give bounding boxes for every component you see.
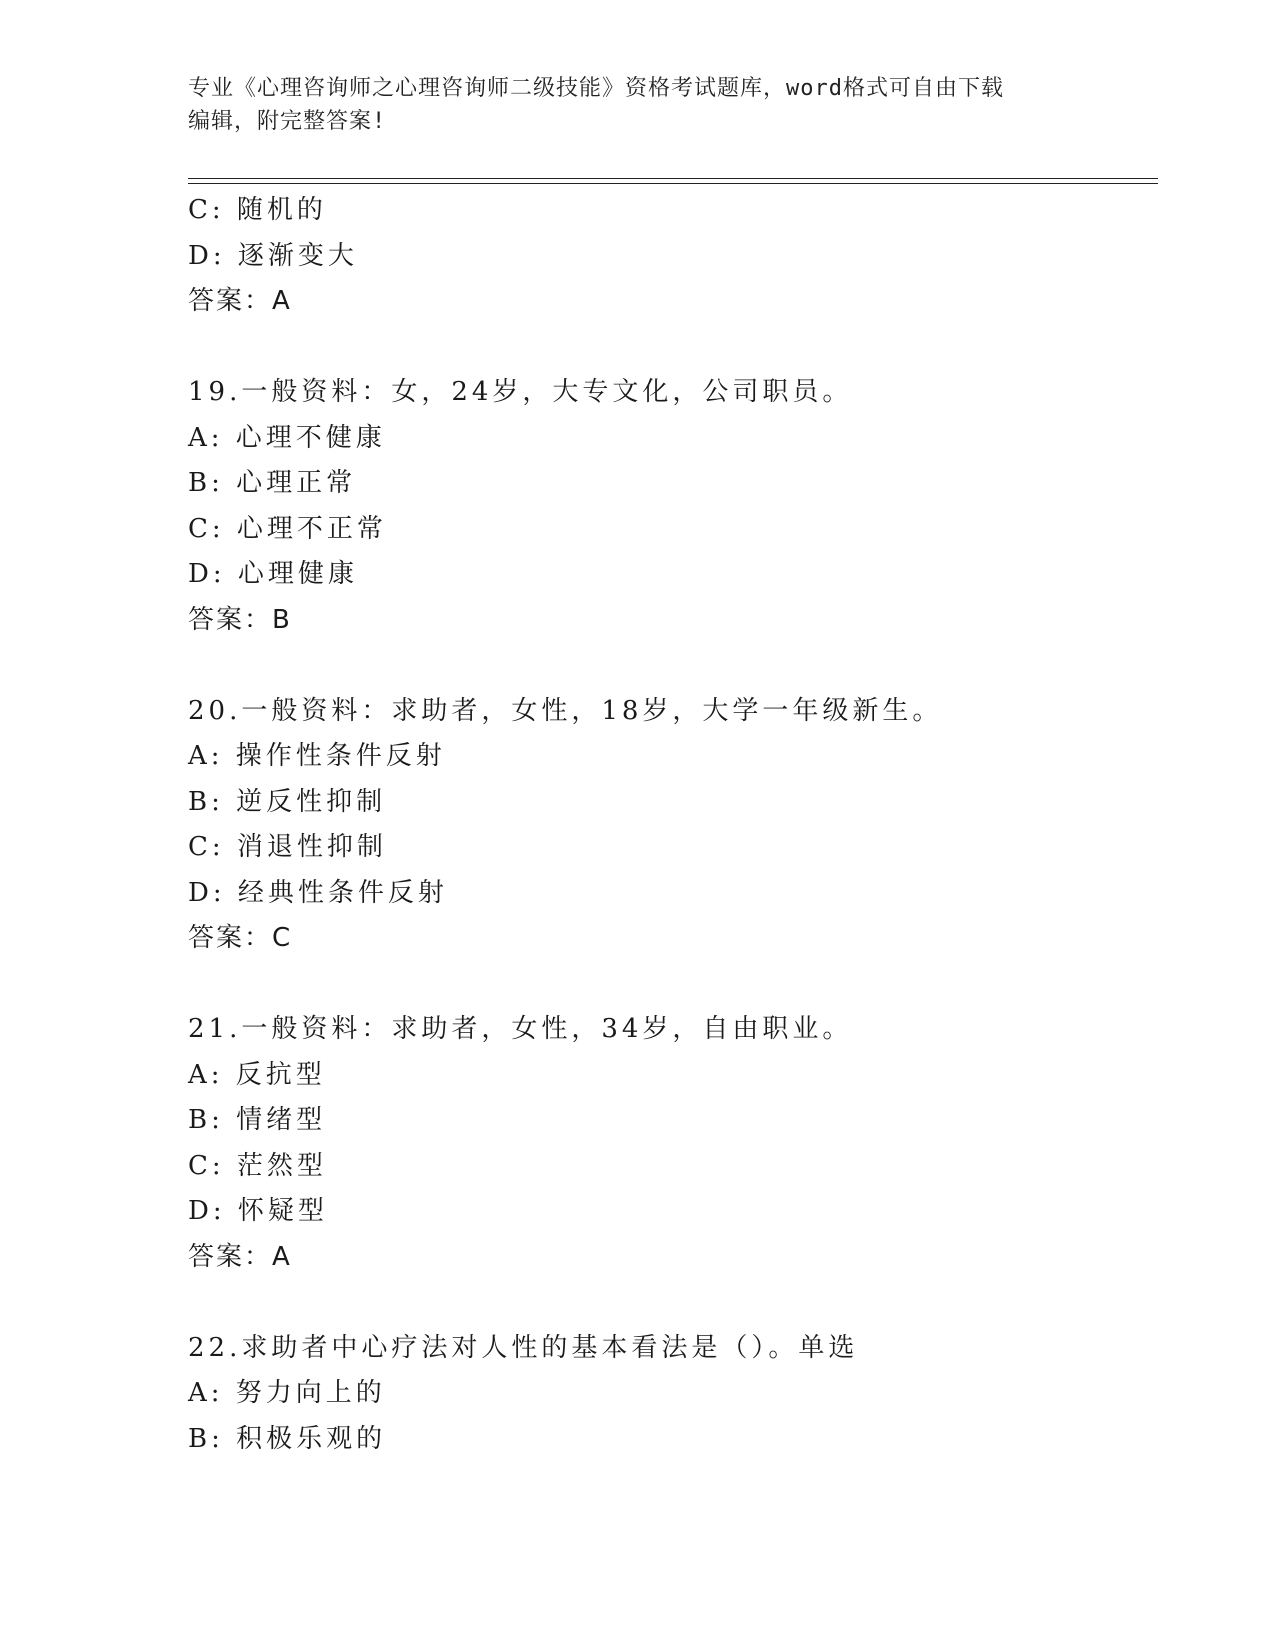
option-c: C: 心理不正常 bbox=[188, 513, 387, 544]
option-a: A: 反抗型 bbox=[188, 1059, 326, 1090]
question-block-19 bbox=[188, 370, 1148, 643]
answer-line: 答案：C bbox=[188, 923, 293, 953]
option-a: A: 操作性条件反射 bbox=[188, 741, 446, 771]
header-divider-bottom bbox=[188, 183, 1158, 184]
option-b: B: 积极乐观的 bbox=[188, 1423, 387, 1454]
option-a: A: 努力向上的 bbox=[188, 1378, 386, 1408]
question-title: 19.一般资料：女，24岁，大专文化，公司职员。 bbox=[188, 377, 853, 407]
answer-line: 答案：A bbox=[188, 286, 292, 316]
question-block-prev bbox=[188, 188, 1148, 325]
header-line-2: 编辑，附完整答案! bbox=[188, 109, 387, 134]
option-d: D: 经典性条件反射 bbox=[188, 877, 448, 908]
option-b: B: 情绪型 bbox=[188, 1105, 327, 1135]
option-c: C: 消退性抑制 bbox=[188, 832, 387, 862]
question-block-20 bbox=[188, 689, 1148, 962]
spacer bbox=[188, 643, 1148, 689]
question-list bbox=[188, 188, 1148, 1462]
option-c: C: 随机的 bbox=[188, 195, 327, 225]
spacer bbox=[188, 325, 1148, 371]
document-header bbox=[188, 72, 1068, 138]
option-a: A: 心理不健康 bbox=[188, 422, 386, 453]
question-title: 20.一般资料：求助者，女性，18岁，大学一年级新生。 bbox=[188, 695, 943, 726]
option-b: B: 心理正常 bbox=[188, 468, 357, 498]
question-title: 21.一般资料：求助者，女性，34岁，自由职业。 bbox=[188, 1014, 853, 1044]
option-c: C: 茫然型 bbox=[188, 1150, 327, 1181]
option-d: D: 怀疑型 bbox=[188, 1196, 328, 1226]
spacer bbox=[188, 1280, 1148, 1326]
answer-line: 答案：B bbox=[188, 604, 292, 635]
option-d: D: 逐渐变大 bbox=[188, 240, 358, 271]
header-line-1: 专业《心理咨询师之心理咨询师二级技能》资格考试题库，word格式可自由下载 bbox=[188, 76, 1004, 101]
question-block-22 bbox=[188, 1326, 1148, 1463]
answer-line: 答案：A bbox=[188, 1241, 292, 1272]
header-divider-top bbox=[188, 178, 1158, 179]
question-title: 22.求助者中心疗法对人性的基本看法是（）。单选 bbox=[188, 1332, 859, 1363]
question-block-21 bbox=[188, 1007, 1148, 1280]
option-d: D: 心理健康 bbox=[188, 559, 358, 589]
spacer bbox=[188, 962, 1148, 1008]
option-b: B: 逆反性抑制 bbox=[188, 786, 387, 817]
